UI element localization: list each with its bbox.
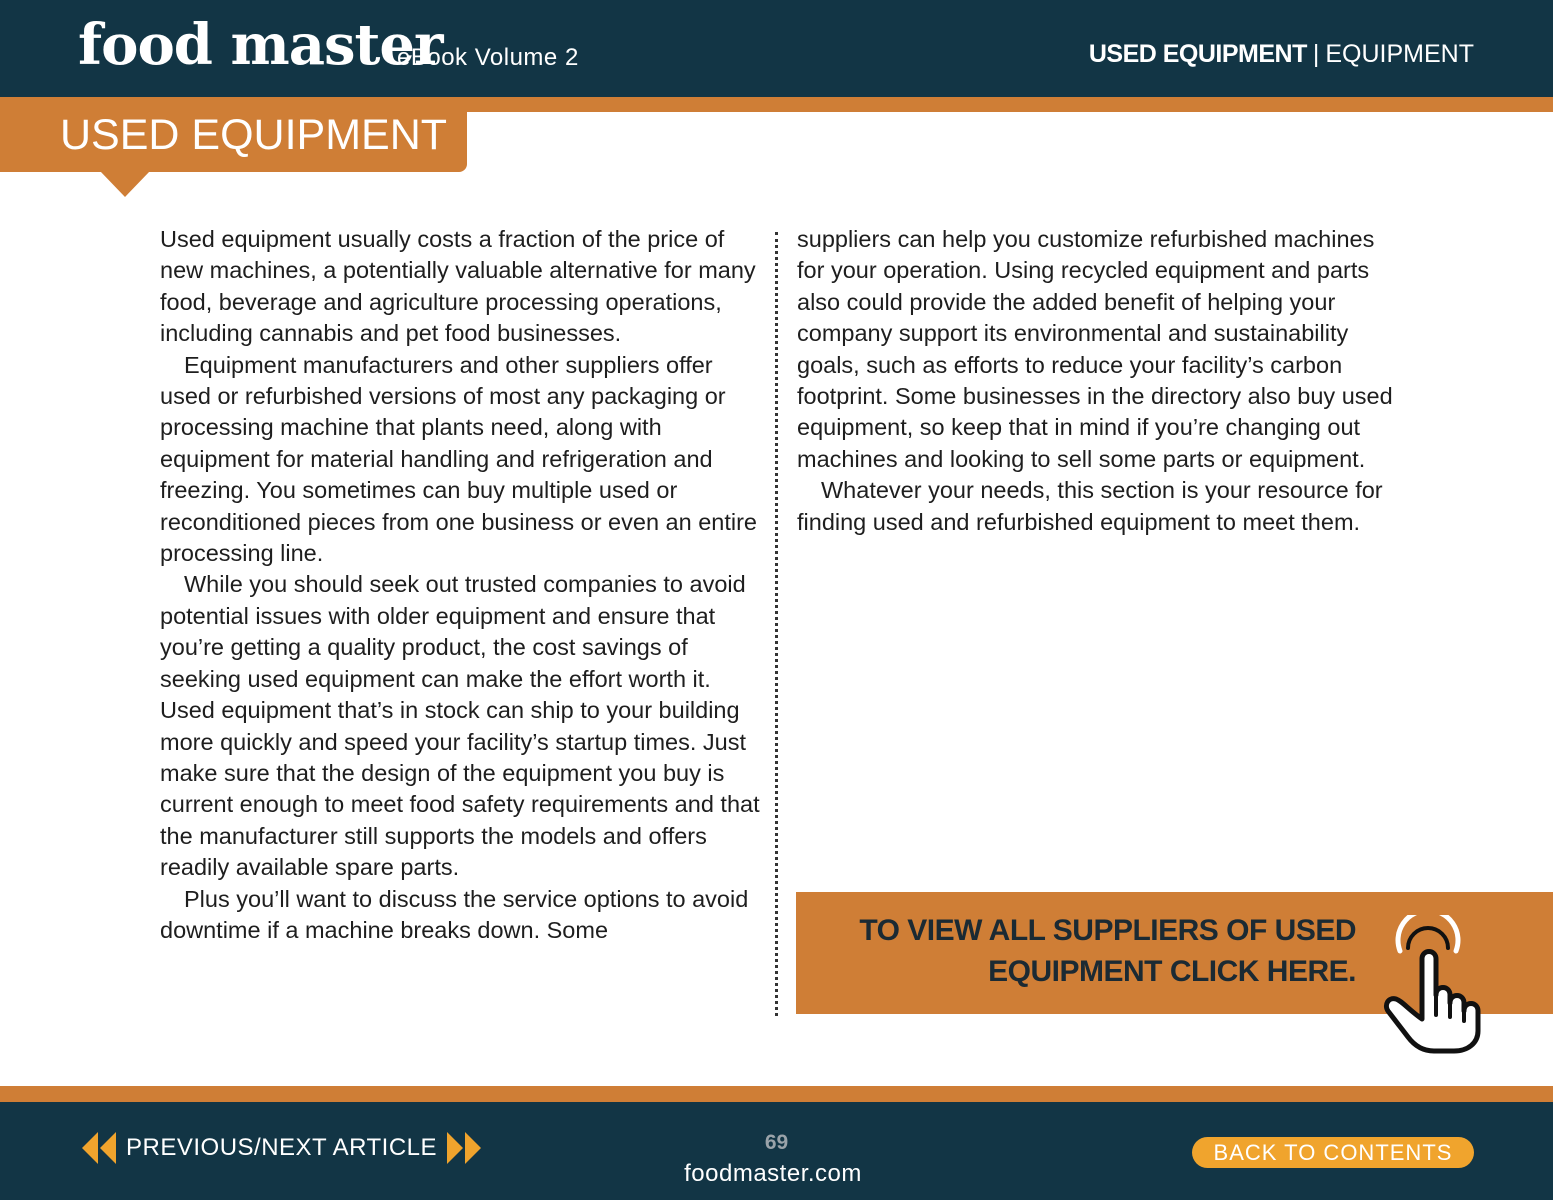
cta-line-1: TO VIEW ALL SUPPLIERS OF USED (859, 914, 1356, 947)
article-paragraph: Equipment manufacturers and other suppliers offer used or refurbished versions of most any packaging or processing machine that plants need, along with equipment for material handling and refrigeration and freezing. You sometimes can buy multiple used or reconditioned pieces from one business or even an entire processing line. (160, 351, 758, 567)
page-number: 69 (764, 1131, 789, 1154)
footer-accent-stripe (0, 1086, 1553, 1102)
cta-line-2: EQUIPMENT CLICK HERE. (988, 955, 1356, 988)
breadcrumb-separator: | (1312, 40, 1320, 68)
breadcrumb-section: USED EQUIPMENT (1088, 40, 1307, 68)
column-divider (775, 232, 778, 1016)
tab-pointer-arrow (100, 171, 150, 197)
article-paragraph: suppliers can help you customize refurbished machines for your operation. Using recycled equipment and parts also could provide the added benefit of helping your company support its environmental and sustainability goals, such as efforts to reduce your facility’s carbon footprint. Some businesses in the directory also buy used equipment, so keep that in mind if you’re changing out machines and looking to sell some parts or equipment. (797, 226, 1393, 472)
back-to-contents-button[interactable]: BACK TO CONTENTS (1192, 1137, 1474, 1168)
previous-next-label: PREVIOUS/NEXT ARTICLE (126, 1134, 438, 1161)
ebook-volume: eBook Volume 2 (397, 44, 579, 71)
section-title: USED EQUIPMENT (60, 111, 448, 159)
article-column-right (797, 224, 1407, 538)
website-link[interactable]: foodmaster.com (684, 1160, 862, 1187)
brand-logo: food master (78, 12, 443, 78)
article-paragraph: While you should seek out trusted companies to avoid potential issues with older equipment and ensure that you’re getting a quality product, the cost savings of seeking used equipment can make the effort worth it. Used equipment that’s in stock can ship to your building more quickly and speed your facility’s startup times. Just make sure that the design of the equipment you buy is current enough to meet food safety requirements and that the manufacturer still supports the models and offers readily available spare parts. (160, 571, 760, 881)
article-paragraph: Plus you’ll want to discuss the service options to avoid downtime if a machine breaks down. Some (160, 885, 749, 943)
section-title-tab (0, 97, 467, 172)
breadcrumb-category: EQUIPMENT (1325, 40, 1474, 68)
section-breadcrumb (1089, 40, 1474, 69)
cta-label (816, 910, 1356, 992)
article-column-left (160, 224, 760, 946)
article-paragraph: Used equipment usually costs a fraction of the price of new machines, a potentially valuable alternative for many food, beverage and agriculture processing operations, including cannabis and pet food businesses. (160, 226, 756, 347)
pointing-hand-icon[interactable] (1378, 915, 1490, 1055)
article-paragraph: Whatever your needs, this section is your resource for finding used and refurbished equipment to meet them. (797, 477, 1383, 535)
